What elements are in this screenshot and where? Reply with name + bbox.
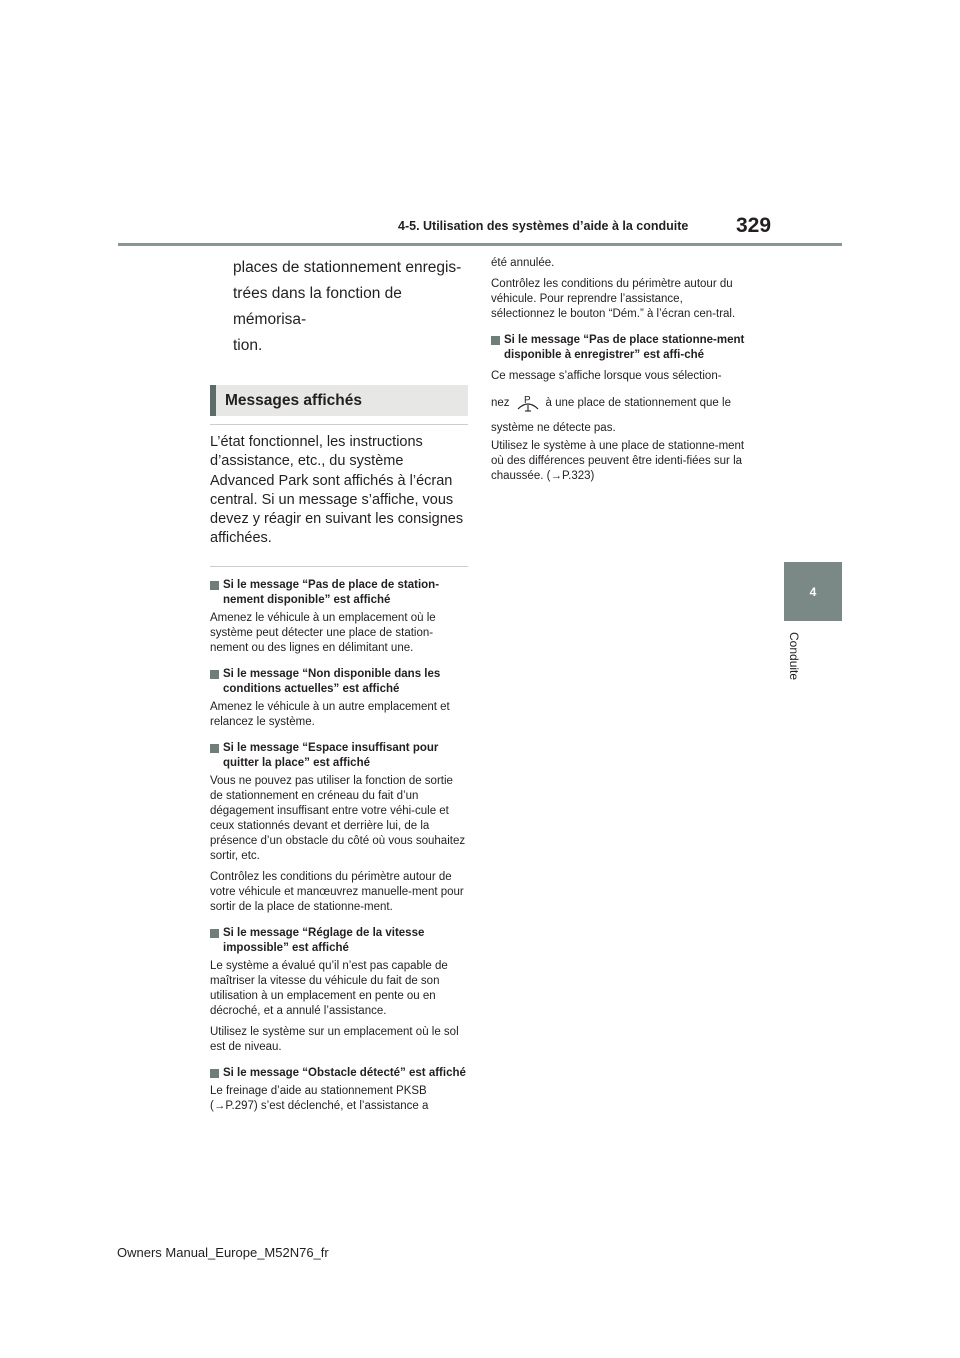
section-intro: L’état fonctionnel, les instructions d’assistance, etc., du système Advanced Park sont affichés à l’écran central. Si un message s’affiche, vous devez y réagir en suivant les consignes affichées. bbox=[210, 434, 464, 547]
item-title: Si le message “Pas de place stationne-ment disponible à enregistrer” est affi-ché bbox=[491, 333, 749, 363]
header-rule bbox=[118, 243, 842, 246]
footer-text: Owners Manual_Europe_M52N76_fr bbox=[117, 1245, 329, 1260]
item-title: Si le message “Espace insuffisant pour quitter la place” est affiché bbox=[210, 741, 468, 771]
item-title: Si le message “Non disponible dans les conditions actuelles” est affiché bbox=[210, 667, 468, 697]
item-text: système ne détecte pas. bbox=[491, 422, 616, 434]
item-text: Contrôlez les conditions du périmètre autour du véhicule. Pour reprendre l’assistance, sélectionnez le bouton “Dém.” à l’écran cen-tral. bbox=[491, 278, 736, 320]
page-number: 329 bbox=[736, 214, 772, 237]
header-section-title: 4-5. Utilisation des systèmes d’aide à la conduite bbox=[398, 219, 689, 233]
item-text: Contrôlez les conditions du périmètre autour de votre véhicule et manœuvrez manuelle-ment pour sortir de la place de stationne-ment. bbox=[210, 870, 464, 913]
item-text: Vous ne pouvez pas utiliser la fonction de sortie de stationnement en créneau du fait d’un dégagement insuffisant entre votre véhi-cule et ceux stationnés devant et derrière lui, de la présence d’un obstacle du côté où vous souhaitez sortir, etc. bbox=[210, 774, 466, 862]
square-bullet-icon bbox=[210, 929, 219, 938]
left-column bbox=[210, 255, 468, 1114]
continued-text: été annulée. bbox=[491, 257, 555, 269]
intro-rule bbox=[210, 566, 468, 567]
item-title: Si le message “Réglage de la vitesse impossible” est affiché bbox=[210, 926, 468, 956]
item-title: Si le message “Obstacle détecté” est affiché bbox=[210, 1066, 468, 1081]
continued-text-1: places de stationnement enregis- bbox=[233, 259, 462, 276]
item-text: Amenez le véhicule à un emplacement où le système peut détecter une place de station-nement ou des lignes en délimitant une. bbox=[210, 611, 436, 654]
item-text: Le système a évalué qu’il n’est pas capable de maîtriser la vitesse du véhicule du fait de son utilisation à un emplacement en pente ou en décroché, et a annulé l’assistance. bbox=[210, 959, 448, 1017]
square-bullet-icon bbox=[210, 581, 219, 590]
item-title: Si le message “Pas de place de station-nement disponible” est affiché bbox=[210, 578, 468, 608]
item-text: Le freinage d’aide au stationnement PKSB (→P.297) s’est déclenché, et l’assistance a bbox=[210, 1084, 429, 1112]
item-text: Utilisez le système sur un emplacement où le sol est de niveau. bbox=[210, 1025, 459, 1053]
square-bullet-icon bbox=[210, 1069, 219, 1078]
item-text: Utilisez le système à une place de stationne-ment où des différences peuvent être identi-fiées sur la chaussée. (→P.323) bbox=[491, 440, 745, 482]
right-column bbox=[491, 256, 749, 484]
chapter-label: Conduite bbox=[787, 632, 801, 681]
icon-line: nez P à une place de stationnement que le bbox=[491, 394, 749, 412]
svg-text:P: P bbox=[523, 395, 531, 406]
section-rule bbox=[210, 424, 468, 425]
item-text: Amenez le véhicule à un autre emplacement et relancez le système. bbox=[210, 700, 450, 728]
square-bullet-icon bbox=[491, 336, 500, 345]
chapter-tab: 4 bbox=[784, 562, 842, 621]
item-text: Ce message s’affiche lorsque vous sélection- bbox=[491, 370, 722, 382]
square-bullet-icon bbox=[210, 744, 219, 753]
square-bullet-icon bbox=[210, 670, 219, 679]
continued-text-2: trées dans la fonction de mémorisa- bbox=[233, 285, 402, 328]
section-heading: Messages affichés bbox=[210, 385, 468, 416]
continued-text-3: tion. bbox=[233, 337, 263, 354]
parking-memory-icon bbox=[516, 394, 540, 412]
